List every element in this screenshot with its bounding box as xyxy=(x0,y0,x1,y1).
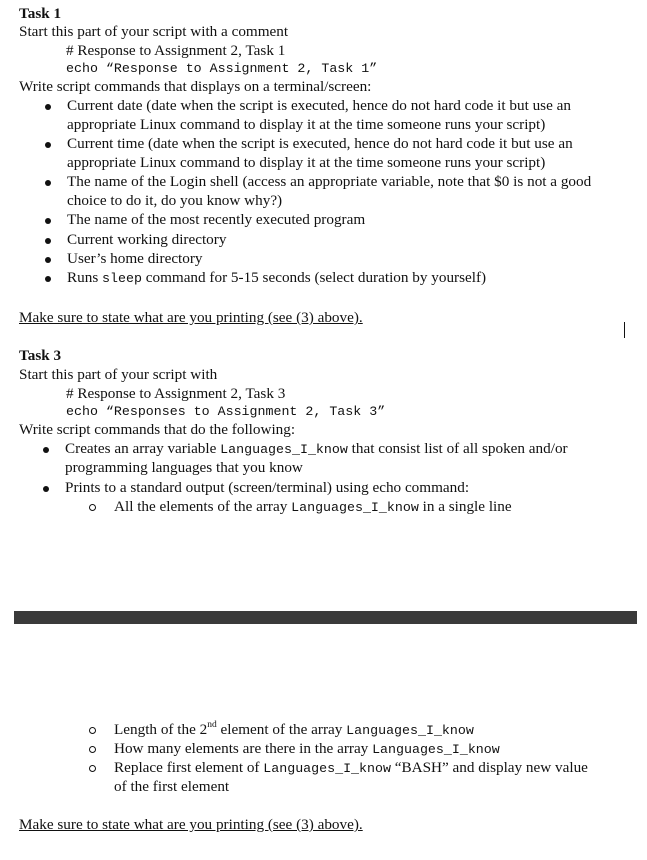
bullet-icon xyxy=(45,257,51,263)
sub1-code: Languages_I_know xyxy=(291,500,419,515)
bullet-icon xyxy=(45,276,51,282)
sub-item-cont: of the first element xyxy=(114,778,230,795)
bullet-icon xyxy=(45,218,51,224)
sub3-code: Languages_I_know xyxy=(372,742,500,757)
list-item: Current time (date when the script is executed, hence do not hard code it but use an xyxy=(67,135,573,152)
sub-bullet-icon xyxy=(89,727,96,734)
list-item-cont: appropriate Linux command to display it at the time someone runs your script) xyxy=(67,116,546,133)
task1-comment-line: # Response to Assignment 2, Task 1 xyxy=(66,42,286,59)
sub2-sup: nd xyxy=(207,719,217,730)
page-break-bar xyxy=(14,611,637,624)
sub-bullet-icon xyxy=(89,504,96,511)
sub4-pre: Replace first element of xyxy=(114,759,264,776)
task1-intro: Start this part of your script with a comment xyxy=(19,23,289,40)
sub4-code: Languages_I_know xyxy=(263,761,391,776)
task1-write-line: Write script commands that displays on a terminal/screen: xyxy=(19,78,372,95)
sub-item-all-elements xyxy=(114,498,512,517)
task3-comment-line: # Response to Assignment 2, Task 3 xyxy=(66,385,286,402)
array-code: Languages_I_know xyxy=(220,442,348,457)
list-item: Current date (date when the script is executed, hence do not hard code it but use an xyxy=(67,97,571,114)
sub-bullet-icon xyxy=(89,746,96,753)
task1-echo-line: echo “Response to Assignment 2, Task 1” xyxy=(66,61,378,76)
text-cursor xyxy=(624,322,625,338)
list-item: The name of the most recently executed program xyxy=(67,211,366,228)
list-item: User’s home directory xyxy=(67,250,203,267)
sub-item-length xyxy=(114,721,474,740)
list-item-cont: appropriate Linux command to display it at the time someone runs your script) xyxy=(67,154,546,171)
sub2-pre: Length of the 2 xyxy=(114,721,208,738)
sleep-code: sleep xyxy=(102,271,142,286)
list-item-cont: programming languages that you know xyxy=(65,459,303,476)
task1-note: Make sure to state what are you printing (see (3) above). xyxy=(19,309,363,326)
sub2-mid: element of the array xyxy=(216,721,347,738)
task3-intro: Start this part of your script with xyxy=(19,366,218,383)
sub2-code: Languages_I_know xyxy=(346,723,474,738)
task1-heading: Task 1 xyxy=(19,5,62,22)
sub4-post: “BASH” and display new value xyxy=(390,759,588,776)
task3-note: Make sure to state what are you printing (see (3) above). xyxy=(19,816,363,833)
task3-heading: Task 3 xyxy=(19,347,62,364)
sub-item-replace xyxy=(114,759,588,778)
array-pre: Creates an array variable xyxy=(65,440,221,457)
sub1-post: in a single line xyxy=(418,498,512,515)
bullet-icon xyxy=(45,104,51,110)
task3-echo-line: echo “Responses to Assignment 2, Task 3” xyxy=(66,404,386,419)
sleep-pre: Runs xyxy=(67,269,103,286)
sub-bullet-icon xyxy=(89,765,96,772)
list-item-sleep xyxy=(67,269,486,288)
sub3-pre: How many elements are there in the array xyxy=(114,740,373,757)
sleep-post: command for 5-15 seconds (select duration by yourself) xyxy=(141,269,487,286)
list-item: Current working directory xyxy=(67,231,227,248)
bullet-icon xyxy=(43,447,49,453)
bullet-icon xyxy=(45,142,51,148)
sub1-pre: All the elements of the array xyxy=(114,498,292,515)
bullet-icon xyxy=(45,180,51,186)
task3-write-line: Write script commands that do the following: xyxy=(19,421,296,438)
bullet-icon xyxy=(45,238,51,244)
list-item-array xyxy=(65,440,568,459)
list-item-cont: choice to do it, do you know why?) xyxy=(67,192,283,209)
array-post: that consist list of all spoken and/or xyxy=(347,440,568,457)
list-item: The name of the Login shell (access an appropriate variable, note that $0 is not a good xyxy=(67,173,592,190)
sub-item-count xyxy=(114,740,500,759)
bullet-icon xyxy=(43,486,49,492)
list-item: Prints to a standard output (screen/terminal) using echo command: xyxy=(65,479,470,496)
